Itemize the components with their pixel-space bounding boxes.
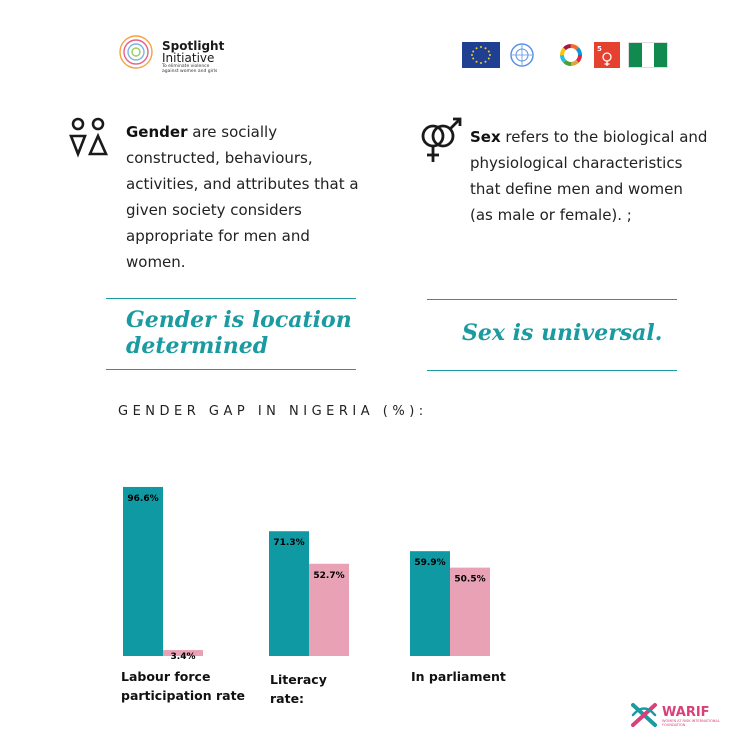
- bar-label-parliament-men: 59.9%: [414, 558, 446, 569]
- spotlight-tagline: To eliminate violence against women and girls: [162, 64, 218, 74]
- warif-brand: WARIF: [662, 705, 710, 720]
- gender-quote-bottom-rule: [106, 369, 356, 370]
- eu-flag-icon: [462, 42, 500, 68]
- sex-definition: [470, 124, 710, 228]
- category-label-parliament: [411, 667, 506, 686]
- gender-definition: [126, 119, 364, 275]
- sex-quote-top-rule: [427, 299, 677, 300]
- bar-labour-men: [123, 487, 163, 656]
- svg-text:5: 5: [597, 45, 602, 53]
- gender-symbols-icon: [68, 116, 110, 160]
- gender-definition-text: are socially constructed, behaviours, activities, and attributes that a given society considers appropriate for men and women.: [126, 123, 359, 271]
- un-emblem-icon: [508, 42, 536, 68]
- bar-label-labour-women: 3.4%: [170, 652, 196, 660]
- warif-brand-sub: WOMEN AT RISK INTERNATIONAL FOUNDATION: [662, 719, 720, 727]
- category-label-labour: [121, 667, 245, 705]
- category-label-parliament-line1: In parliament: [411, 669, 506, 684]
- spotlight-name-line1: Spotlight: [162, 39, 225, 53]
- gender-gap-chart: [100, 470, 520, 660]
- nigeria-flag-icon: [628, 42, 668, 68]
- gender-quote: [126, 307, 356, 359]
- sex-quote: Sex is universal.: [462, 320, 663, 346]
- sex-quote-bottom-rule: [427, 370, 677, 371]
- category-label-literacy-line2: rate:: [270, 691, 305, 706]
- bar-label-literacy-men: 71.3%: [273, 538, 305, 549]
- bar-label-labour-men: 96.6%: [127, 493, 159, 504]
- bar-literacy-men: [269, 531, 309, 656]
- sex-symbols-icon: [416, 116, 466, 166]
- sdg-wheel-icon: [556, 42, 586, 68]
- gender-term: Gender: [126, 123, 188, 141]
- gender-quote-line1: Gender is location: [126, 307, 352, 333]
- category-label-literacy: [270, 670, 327, 708]
- gender-quote-top-rule: [106, 298, 356, 299]
- gender-quote-line2: determined: [126, 333, 269, 359]
- bar-label-literacy-women: 52.7%: [313, 570, 345, 581]
- spotlight-name-line2: Initiative: [162, 51, 215, 65]
- chart-title: GENDER GAP IN NIGERIA (%):: [118, 404, 428, 419]
- sex-term: Sex: [470, 128, 501, 146]
- sdg5-icon: [594, 42, 620, 68]
- warif-logo-icon: [628, 700, 660, 730]
- category-label-labour-line1: Labour force: [121, 669, 211, 684]
- category-label-literacy-line1: Literacy: [270, 672, 327, 687]
- bar-label-parliament-women: 50.5%: [454, 574, 486, 585]
- sex-definition-text: refers to the biological and physiological characteristics that define men and women (as male or female). ;: [470, 128, 708, 224]
- category-label-labour-line2: participation rate: [121, 688, 246, 703]
- spotlight-logo-icon: [118, 34, 154, 70]
